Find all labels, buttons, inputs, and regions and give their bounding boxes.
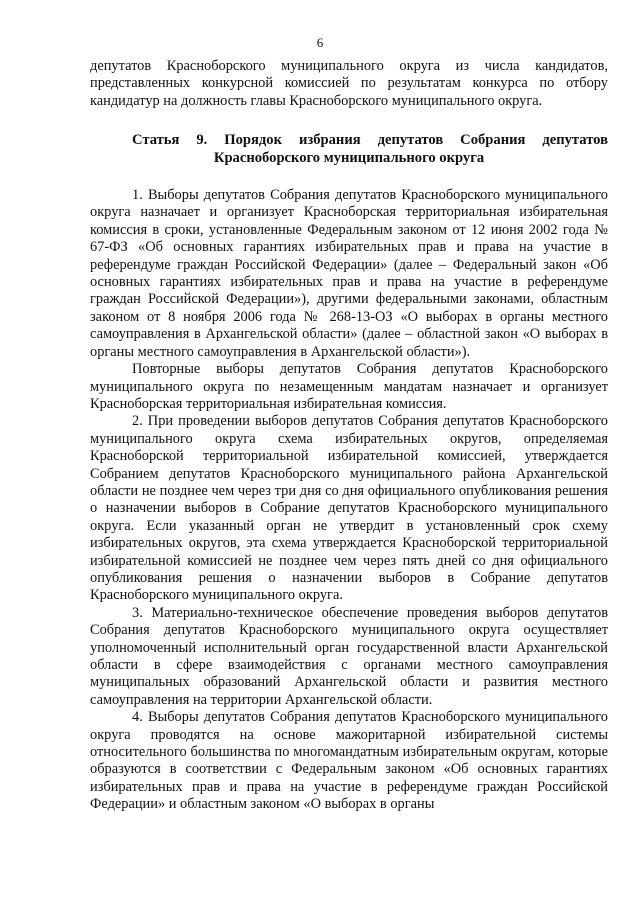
page-number: 6	[316, 35, 324, 50]
intro-paragraph: депутатов Красноборского муниципального округа из числа кандидатов, представленных конкурсной комиссией по результатам конкурса по отбору кандидатур на должность главы Красноборского муниципального округа.	[90, 58, 608, 109]
article-title-line-1: Статья 9. Порядок избрания депутатов Собрания депутатов	[132, 132, 608, 149]
paragraph-1: 1. Выборы депутатов Собрания депутатов Красноборского муниципального округа назначает и организует Красноборская территориальная избирательная комиссия в сроки, установленные Федеральным законом от 12 июня 2002 года № 67-ФЗ «Об основных гарантиях избирательных прав и права на участие в референдуме граждан Российской Федерации» (далее – Федеральный закон «Об основных гарантиях избирательных прав и права на участие в референдуме граждан Российской Федерации»), другими федеральными законами, областным законом от 8 ноября 2006 года № 268-13-ОЗ «О выборах в органы местного самоуправления в Архангельской области» (далее – областной закон «О выборах в органы местного самоуправления в Архангельской области»).	[90, 187, 608, 360]
paragraph-2: 2. При проведении выборов депутатов Собрания депутатов Красноборского муниципального округа схема избирательных округов, определяемая Красноборской территориальной избирательной комиссией, утверждается Собранием депутатов Красноборского муниципального района Архангельской области не позднее чем через три дня со дня официального опубликования решения о назначении выборов в Собрание депутатов Красноборского муниципального округа. Если указанный орган не утвердит в установленный срок схему избирательных округов, эта схема утверждается Красноборской территориальной избирательной комиссией не позднее чем через пять дней со дня официального опубликования решения о назначении выборов в Собрание депутатов Красноборского муниципального округа.	[90, 413, 608, 604]
article-title-line-2: Красноборского муниципального округа	[213, 149, 485, 166]
paragraph-4: 4. Выборы депутатов Собрания депутатов Красноборского муниципального округа проводятся на основе мажоритарной избирательной системы относительного большинства по многомандатным избирательным округам, которые образуются в соответствии с Федеральным законом «Об основных гарантиях избирательных прав и права на участие в референдуме граждан Российской Федерации» и областным законом «О выборах в органы	[90, 709, 608, 813]
paragraph-1-repeat-elections: Повторные выборы депутатов Собрания депутатов Красноборского муниципального округа по незамещенным мандатам назначает и организует Красноборская территориальная избирательная комиссия.	[90, 361, 608, 412]
document-body	[90, 58, 608, 814]
paragraph-3: 3. Материально-техническое обеспечение проведения выборов депутатов Собрания депутатов Красноборского муниципального округа осуществляет уполномоченный исполнительный орган государственной власти Архангельской области в сфере взаимодействия с органами местного самоуправления муниципальных образований Архангельской области и развития местного самоуправления на территории Архангельской области.	[90, 604, 608, 708]
article-heading	[90, 132, 608, 167]
